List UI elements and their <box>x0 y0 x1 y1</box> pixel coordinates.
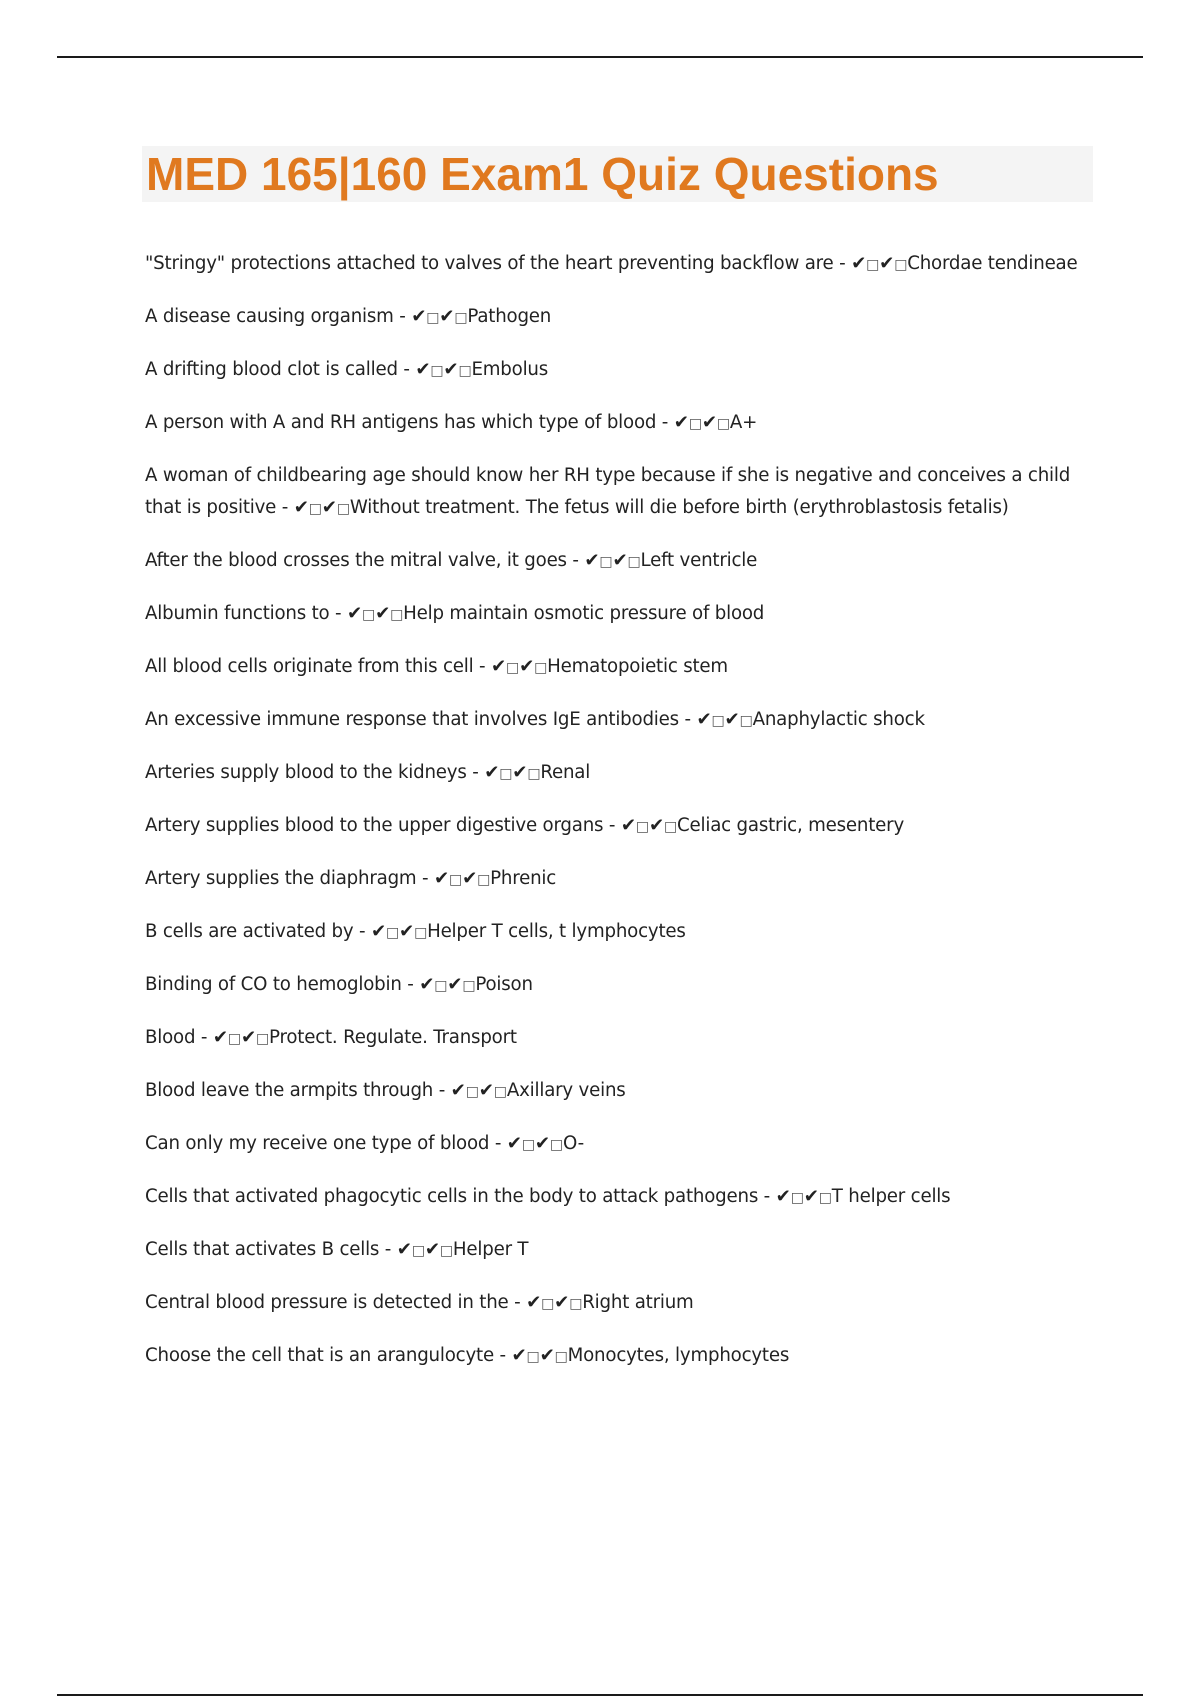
check-icon: ✔ <box>612 550 628 571</box>
check-icon: ✔ <box>554 1292 570 1313</box>
check-icon: ✔ <box>424 1239 440 1260</box>
answer-text: A+ <box>729 412 758 433</box>
answer-text: Helper T cells, t lymphocytes <box>427 921 686 942</box>
answer-marker <box>419 974 475 995</box>
box-icon: □ <box>569 1296 583 1312</box>
question-text: Binding of CO to hemoglobin - <box>145 974 414 995</box>
box-icon: □ <box>390 607 404 623</box>
check-icon: ✔ <box>803 1186 819 1207</box>
box-icon: □ <box>227 1031 241 1047</box>
question-text: An excessive immune response that involves IgE antibodies - <box>145 709 691 730</box>
answer-marker <box>674 412 730 433</box>
answer-text: Chordae tendineae <box>907 253 1078 274</box>
answer-text: Embolus <box>471 359 549 380</box>
box-icon: □ <box>426 310 440 326</box>
box-icon: □ <box>414 925 428 941</box>
check-icon: ✔ <box>724 709 740 730</box>
check-icon: ✔ <box>347 603 363 624</box>
check-icon: ✔ <box>415 359 431 380</box>
check-icon: ✔ <box>212 1027 228 1048</box>
answer-marker <box>213 1027 269 1048</box>
check-icon: ✔ <box>851 253 867 274</box>
answer-marker <box>294 497 350 518</box>
box-icon: □ <box>541 1296 555 1312</box>
box-icon: □ <box>554 1349 568 1365</box>
answer-marker <box>411 306 467 327</box>
answer-text: Poison <box>475 974 533 995</box>
box-icon: □ <box>818 1190 832 1206</box>
check-icon: ✔ <box>375 603 391 624</box>
qa-item <box>145 1075 1085 1108</box>
answer-text: Hematopoietic stem <box>547 656 728 677</box>
answer-text: Help maintain osmotic pressure of blood <box>403 603 765 624</box>
box-icon: □ <box>627 554 641 570</box>
answer-text: Axillary veins <box>506 1080 626 1101</box>
qa-item <box>145 651 1085 684</box>
box-icon: □ <box>526 1349 540 1365</box>
answer-marker <box>851 253 907 274</box>
box-icon: □ <box>549 1137 563 1153</box>
question-text: Arteries supply blood to the kidneys - <box>145 762 479 783</box>
question-text: A disease causing organism - <box>145 306 406 327</box>
bottom-rule <box>57 1694 1143 1696</box>
question-text: "Stringy" protections attached to valves of the heart preventing backflow are - <box>145 253 846 274</box>
check-icon: ✔ <box>491 656 507 677</box>
answer-marker <box>584 550 640 571</box>
box-icon: □ <box>534 660 548 676</box>
answer-marker <box>776 1186 832 1207</box>
answer-marker <box>347 603 403 624</box>
box-icon: □ <box>434 978 448 994</box>
answer-marker <box>696 709 752 730</box>
question-text: B cells are activated by - <box>145 921 366 942</box>
qa-list <box>145 248 1085 1393</box>
qa-item <box>145 1234 1085 1267</box>
check-icon: ✔ <box>411 306 427 327</box>
box-icon: □ <box>462 978 476 994</box>
answer-marker <box>415 359 471 380</box>
check-icon: ✔ <box>519 656 535 677</box>
question-text: Artery supplies the diaphragm - <box>145 868 429 889</box>
question-text: Choose the cell that is an arangulocyte - <box>145 1345 506 1366</box>
check-icon: ✔ <box>439 306 455 327</box>
question-text: A woman of childbearing age should know her RH type because if she is negative and conceives a child that is positive - <box>145 465 1071 518</box>
answer-marker <box>371 921 427 942</box>
answer-marker <box>451 1080 507 1101</box>
check-icon: ✔ <box>443 359 459 380</box>
answer-text: Protect. Regulate. Transport <box>269 1027 517 1048</box>
question-text: Cells that activated phagocytic cells in the body to attack pathogens - <box>145 1186 771 1207</box>
box-icon: □ <box>521 1137 535 1153</box>
check-icon: ✔ <box>511 1345 527 1366</box>
box-icon: □ <box>477 872 491 888</box>
check-icon: ✔ <box>484 762 500 783</box>
question-text: Cells that activates B cells - <box>145 1239 392 1260</box>
question-text: Can only my receive one type of blood - <box>145 1133 502 1154</box>
box-icon: □ <box>362 607 376 623</box>
check-icon: ✔ <box>696 709 712 730</box>
question-text: Blood leave the armpits through - <box>145 1080 446 1101</box>
box-icon: □ <box>308 501 322 517</box>
check-icon: ✔ <box>701 412 717 433</box>
check-icon: ✔ <box>648 815 664 836</box>
qa-item <box>145 1022 1085 1055</box>
check-icon: ✔ <box>419 974 435 995</box>
qa-item <box>145 407 1085 440</box>
question-text: After the blood crosses the mitral valve, it goes - <box>145 550 579 571</box>
check-icon: ✔ <box>512 762 528 783</box>
question-text: Blood - <box>145 1027 208 1048</box>
box-icon: □ <box>716 416 730 432</box>
check-icon: ✔ <box>293 497 309 518</box>
qa-item <box>145 863 1085 896</box>
box-icon: □ <box>385 925 400 941</box>
answer-marker <box>434 868 490 889</box>
box-icon: □ <box>894 257 908 273</box>
box-icon: □ <box>790 1190 804 1206</box>
box-icon: □ <box>711 713 725 729</box>
question-text: Artery supplies blood to the upper digestive organs - <box>145 815 616 836</box>
answer-text: Helper T <box>452 1239 529 1260</box>
check-icon: ✔ <box>539 1345 555 1366</box>
qa-item <box>145 248 1085 281</box>
box-icon: □ <box>430 363 444 379</box>
question-text: All blood cells originate from this cell - <box>145 656 486 677</box>
qa-item <box>145 598 1085 631</box>
box-icon: □ <box>635 819 649 835</box>
box-icon: □ <box>506 660 520 676</box>
question-text: Central blood pressure is detected in the - <box>145 1292 521 1313</box>
qa-item <box>145 810 1085 843</box>
box-icon: □ <box>499 766 513 782</box>
question-text: A person with A and RH antigens has which type of blood - <box>145 412 669 433</box>
box-icon: □ <box>599 554 613 570</box>
box-icon: □ <box>439 1243 453 1259</box>
box-icon: □ <box>739 713 753 729</box>
box-icon: □ <box>458 363 472 379</box>
check-icon: ✔ <box>396 1239 412 1260</box>
box-icon: □ <box>527 766 541 782</box>
check-icon: ✔ <box>620 815 636 836</box>
answer-text: Renal <box>540 762 591 783</box>
answer-text: T helper cells <box>831 1186 951 1207</box>
qa-item <box>145 1287 1085 1320</box>
answer-marker <box>507 1133 563 1154</box>
check-icon: ✔ <box>534 1133 550 1154</box>
check-icon: ✔ <box>433 868 450 889</box>
answer-marker <box>621 815 677 836</box>
box-icon: □ <box>664 819 678 835</box>
check-icon: ✔ <box>478 1080 494 1101</box>
answer-marker <box>491 656 547 677</box>
qa-item <box>145 1340 1085 1373</box>
box-icon: □ <box>256 1031 270 1047</box>
answer-text: Without treatment. The fetus will die before birth (erythroblastosis fetalis) <box>349 497 1009 518</box>
answer-marker <box>397 1239 453 1260</box>
box-icon: □ <box>454 310 468 326</box>
qa-item <box>145 1128 1085 1161</box>
check-icon: ✔ <box>879 253 895 274</box>
answer-marker <box>484 762 540 783</box>
box-icon: □ <box>866 257 880 273</box>
check-icon: ✔ <box>450 1080 466 1101</box>
check-icon: ✔ <box>526 1292 542 1313</box>
page-title: MED 165|160 Exam1 Quiz Questions <box>146 148 939 200</box>
check-icon: ✔ <box>673 412 689 433</box>
qa-item <box>145 1181 1085 1214</box>
answer-text: O- <box>562 1133 584 1154</box>
box-icon: □ <box>688 416 702 432</box>
qa-item <box>145 301 1085 334</box>
answer-text: Right atrium <box>582 1292 694 1313</box>
check-icon: ✔ <box>584 550 600 571</box>
qa-item <box>145 916 1085 949</box>
answer-text: Monocytes, lymphocytes <box>567 1345 790 1366</box>
check-icon: ✔ <box>240 1027 256 1048</box>
qa-item <box>145 545 1085 578</box>
answer-text: Left ventricle <box>640 550 758 571</box>
box-icon: □ <box>493 1084 507 1100</box>
box-icon: □ <box>449 872 463 888</box>
qa-item <box>145 354 1085 387</box>
qa-item <box>145 757 1085 790</box>
qa-item <box>145 969 1085 1002</box>
check-icon: ✔ <box>399 921 415 942</box>
qa-item <box>145 704 1085 737</box>
answer-marker <box>526 1292 582 1313</box>
check-icon: ✔ <box>506 1133 522 1154</box>
answer-text: Pathogen <box>467 306 552 327</box>
answer-marker <box>511 1345 567 1366</box>
box-icon: □ <box>411 1243 425 1259</box>
check-icon: ✔ <box>775 1186 791 1207</box>
question-text: A drifting blood clot is called - <box>145 359 410 380</box>
question-text: Albumin functions to - <box>145 603 342 624</box>
answer-text: Phrenic <box>490 868 557 889</box>
check-icon: ✔ <box>447 974 463 995</box>
check-icon: ✔ <box>462 868 478 889</box>
answer-text: Anaphylactic shock <box>752 709 925 730</box>
qa-item <box>145 460 1085 525</box>
check-icon: ✔ <box>321 497 337 518</box>
top-rule <box>57 56 1143 58</box>
check-icon: ✔ <box>370 921 386 942</box>
box-icon: □ <box>336 501 350 517</box>
box-icon: □ <box>465 1084 479 1100</box>
answer-text: Celiac gastric, mesentery <box>677 815 905 836</box>
